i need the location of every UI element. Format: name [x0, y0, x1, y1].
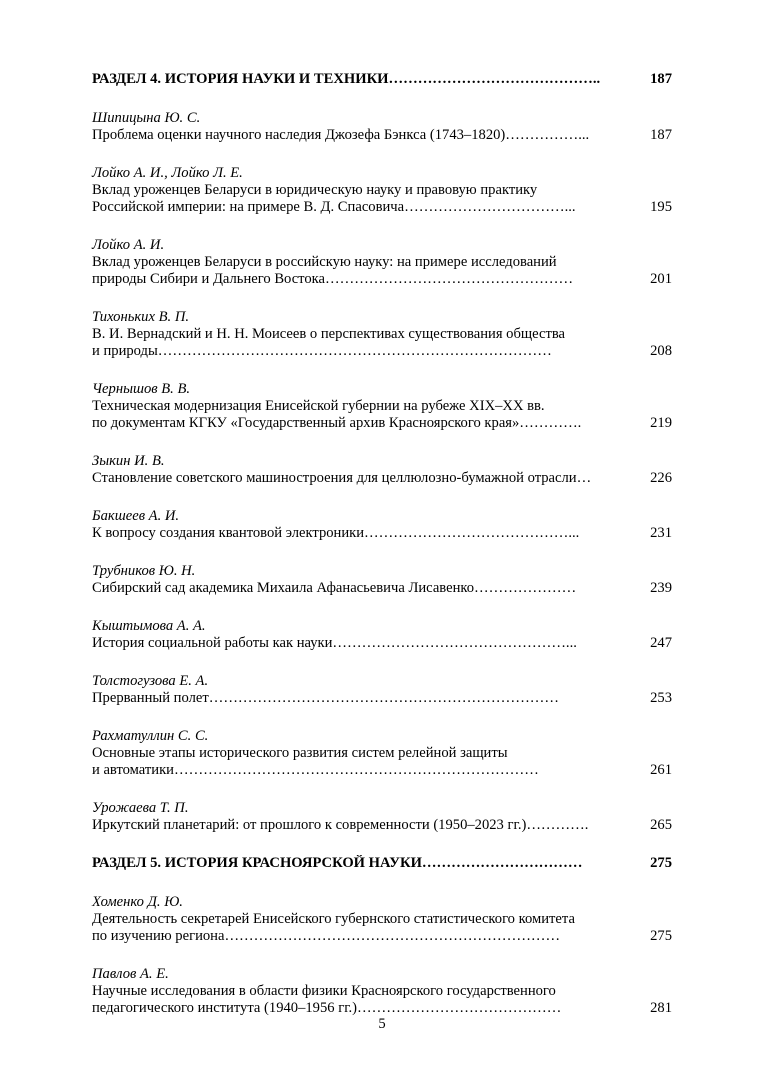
- entry-title-text: Становление советского машиностроения для целлюлозно-бумажной отрасли…: [92, 470, 592, 486]
- entry-page-number: 247: [650, 635, 672, 651]
- toc-entry[interactable]: [92, 237, 672, 288]
- entry-page-number: 239: [650, 580, 672, 596]
- toc-entry[interactable]: [92, 673, 672, 707]
- entry-title-text: педагогического института (1940–1956 гг.)……………………………………: [92, 1000, 562, 1016]
- entry-page-number: 208: [650, 343, 672, 359]
- entry-author: Рахматуллин С. С.: [92, 728, 209, 744]
- entry-title-line: [92, 983, 672, 1000]
- page-number: 5: [378, 1016, 386, 1032]
- entry-author: Урожаева Т. П.: [92, 800, 189, 816]
- entry-title-line: [92, 199, 672, 216]
- entry-title-text: Техническая модернизация Енисейской губернии на рубеже XIX–XX вв.: [92, 398, 545, 414]
- entry-author: Толстогузова Е. А.: [92, 673, 209, 689]
- entry-page-number: 201: [650, 271, 672, 287]
- entry-page-number: 226: [650, 470, 672, 486]
- toc-entry[interactable]: [92, 309, 672, 360]
- entry-title-line: [92, 762, 672, 779]
- entry-title-line: [92, 911, 672, 928]
- entry-author: Павлов А. Е.: [92, 966, 169, 982]
- entry-title-line: [92, 745, 672, 762]
- entry-author: Лойко А. И., Лойко Л. Е.: [92, 165, 243, 181]
- entry-title-text: Основные этапы исторического развития систем релейной защиты: [92, 745, 508, 761]
- entry-title-text: Российской империи: на примере В. Д. Спасовича……………………………...: [92, 199, 576, 215]
- entry-author: Шипицына Ю. С.: [92, 110, 201, 126]
- entry-author: Лойко А. И.: [92, 237, 165, 253]
- entry-author: Зыкин И. В.: [92, 453, 165, 469]
- entry-title-line: [92, 1000, 672, 1017]
- toc-entry[interactable]: [92, 966, 672, 1017]
- entry-title-line: [92, 343, 672, 360]
- entry-title-text: К вопросу создания квантовой электроники……………………………………...: [92, 525, 580, 541]
- entry-page-number: 261: [650, 762, 672, 778]
- entry-title-line: [92, 690, 672, 707]
- toc-entry[interactable]: [92, 381, 672, 432]
- entry-title-line: [92, 254, 672, 271]
- entry-author: Чернышов В. В.: [92, 381, 191, 397]
- toc-entry[interactable]: [92, 618, 672, 652]
- entry-title-text: Вклад уроженцев Беларуси в юридическую науку и правовую практику: [92, 182, 538, 198]
- section-title: РАЗДЕЛ 5. ИСТОРИЯ КРАСНОЯРСКОЙ НАУКИ……………………………: [92, 855, 583, 871]
- entry-title-text: и природы………………………………………………………………………: [92, 343, 552, 359]
- entry-author: Кыштымова А. А.: [92, 618, 206, 634]
- entry-title-text: Вклад уроженцев Беларуси в российскую науку: на примере исследований: [92, 254, 557, 270]
- entry-title-line: [92, 326, 672, 343]
- entry-title-text: Деятельность секретарей Енисейского губернского статистического комитета: [92, 911, 575, 927]
- entry-author: Тихоньких В. П.: [92, 309, 190, 325]
- entry-page-number: 265: [650, 817, 672, 833]
- table-of-contents: [92, 71, 672, 1038]
- section-page-number: 275: [650, 855, 672, 871]
- entry-title-line: [92, 182, 672, 199]
- entry-title-text: по документам КГКУ «Государственный архив Красноярского края»………….: [92, 415, 582, 431]
- entry-title-line: [92, 398, 672, 415]
- entry-title-line: [92, 580, 672, 597]
- entry-title-line: [92, 635, 672, 652]
- entry-title-text: Проблема оценки научного наследия Джозефа Бэнкса (1743–1820)……………...: [92, 127, 590, 143]
- toc-entry[interactable]: [92, 800, 672, 834]
- entry-title-line: [92, 817, 672, 834]
- entry-title-line: [92, 127, 672, 144]
- entry-page-number: 275: [650, 928, 672, 944]
- entry-title-line: [92, 525, 672, 542]
- toc-entry[interactable]: [92, 563, 672, 597]
- entry-title-text: природы Сибири и Дальнего Востока……………………………………………: [92, 271, 574, 287]
- entry-title-text: История социальной работы как науки…………………………………………...: [92, 635, 577, 651]
- section-title: РАЗДЕЛ 4. ИСТОРИЯ НАУКИ И ТЕХНИКИ……………………………………..: [92, 71, 601, 87]
- entry-author: Хоменко Д. Ю.: [92, 894, 183, 910]
- toc-entry[interactable]: [92, 728, 672, 779]
- entry-title-line: [92, 470, 672, 487]
- entry-title-line: [92, 271, 672, 288]
- entry-page-number: 253: [650, 690, 672, 706]
- entry-title-text: Научные исследования в области физики Красноярского государственного: [92, 983, 556, 999]
- section-heading[interactable]: [92, 855, 672, 872]
- toc-entry[interactable]: [92, 508, 672, 542]
- toc-entry[interactable]: [92, 165, 672, 216]
- entry-title-text: Иркутский планетарий: от прошлого к современности (1950–2023 гг.)………….: [92, 817, 589, 833]
- toc-entry[interactable]: [92, 110, 672, 144]
- entry-author: Бакшеев А. И.: [92, 508, 180, 524]
- entry-title-text: по изучению региона……………………………………………………………: [92, 928, 561, 944]
- section-page-number: 187: [650, 71, 672, 87]
- toc-entry[interactable]: [92, 894, 672, 945]
- entry-title-line: [92, 415, 672, 432]
- entry-author: Трубников Ю. Н.: [92, 563, 196, 579]
- section-heading[interactable]: [92, 71, 672, 88]
- entry-page-number: 231: [650, 525, 672, 541]
- entry-title-text: Прерванный полет………………………………………………………………: [92, 690, 559, 706]
- entry-title-line: [92, 928, 672, 945]
- entry-title-text: и автоматики…………………………………………………………………: [92, 762, 539, 778]
- toc-entry[interactable]: [92, 453, 672, 487]
- entry-page-number: 281: [650, 1000, 672, 1016]
- entry-title-text: В. И. Вернадский и Н. Н. Моисеев о перспективах существования общества: [92, 326, 566, 342]
- entry-page-number: 195: [650, 199, 672, 215]
- entry-page-number: 187: [650, 127, 672, 143]
- entry-title-text: Сибирский сад академика Михаила Афанасьевича Лисавенко…………………: [92, 580, 577, 596]
- entry-page-number: 219: [650, 415, 672, 431]
